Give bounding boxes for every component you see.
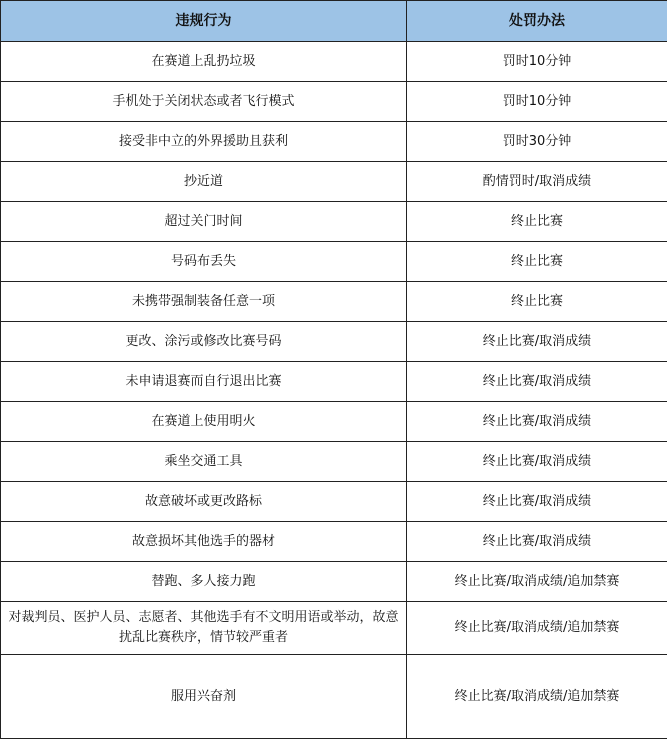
violation-cell: 故意损坏其他选手的器材 — [1, 522, 407, 562]
violation-cell: 超过关门时间 — [1, 202, 407, 242]
header-penalty: 处罚办法 — [407, 1, 667, 42]
table-row — [1, 522, 667, 562]
penalty-cell: 终止比赛/取消成绩/追加禁赛 — [407, 562, 667, 602]
violation-cell: 在赛道上乱扔垃圾 — [1, 42, 407, 82]
penalty-cell: 罚时30分钟 — [407, 122, 667, 162]
table-row — [1, 402, 667, 442]
violation-cell: 手机处于关闭状态或者飞行模式 — [1, 82, 407, 122]
table-row — [1, 602, 667, 655]
violation-cell: 在赛道上使用明火 — [1, 402, 407, 442]
table-row — [1, 562, 667, 602]
table-row — [1, 202, 667, 242]
violation-cell: 替跑、多人接力跑 — [1, 562, 407, 602]
table-row — [1, 82, 667, 122]
table-row — [1, 482, 667, 522]
penalty-cell: 酌情罚时/取消成绩 — [407, 162, 667, 202]
penalty-cell: 终止比赛/取消成绩 — [407, 482, 667, 522]
table-row — [1, 442, 667, 482]
penalty-cell: 罚时10分钟 — [407, 82, 667, 122]
penalty-cell: 终止比赛 — [407, 202, 667, 242]
penalty-cell: 终止比赛/取消成绩 — [407, 402, 667, 442]
penalty-cell: 终止比赛 — [407, 282, 667, 322]
violation-cell: 抄近道 — [1, 162, 407, 202]
table-row — [1, 655, 667, 739]
violation-cell: 对裁判员、医护人员、志愿者、其他选手有不文明用语或举动，故意扰乱比赛秩序，情节较严重者 — [1, 602, 407, 655]
table-row — [1, 282, 667, 322]
violation-cell: 故意破坏或更改路标 — [1, 482, 407, 522]
table-row — [1, 162, 667, 202]
table-row — [1, 242, 667, 282]
header-violation: 违规行为 — [1, 1, 407, 42]
penalty-cell: 终止比赛/取消成绩 — [407, 522, 667, 562]
violation-cell: 号码布丢失 — [1, 242, 407, 282]
penalty-cell: 终止比赛 — [407, 242, 667, 282]
penalty-cell: 终止比赛/取消成绩/追加禁赛 — [407, 655, 667, 739]
table-row — [1, 122, 667, 162]
violation-cell: 乘坐交通工具 — [1, 442, 407, 482]
penalty-cell: 终止比赛/取消成绩 — [407, 362, 667, 402]
table-row — [1, 362, 667, 402]
header-row — [1, 1, 667, 42]
violation-cell: 服用兴奋剂 — [1, 655, 407, 739]
penalty-cell: 终止比赛/取消成绩/追加禁赛 — [407, 602, 667, 655]
table-row — [1, 42, 667, 82]
penalty-cell: 罚时10分钟 — [407, 42, 667, 82]
violation-cell: 未携带强制装备任意一项 — [1, 282, 407, 322]
penalty-cell: 终止比赛/取消成绩 — [407, 442, 667, 482]
table-row — [1, 322, 667, 362]
violation-cell: 未申请退赛而自行退出比赛 — [1, 362, 407, 402]
violation-cell: 更改、涂污或修改比赛号码 — [1, 322, 407, 362]
violation-cell: 接受非中立的外界援助且获利 — [1, 122, 407, 162]
penalty-cell: 终止比赛/取消成绩 — [407, 322, 667, 362]
